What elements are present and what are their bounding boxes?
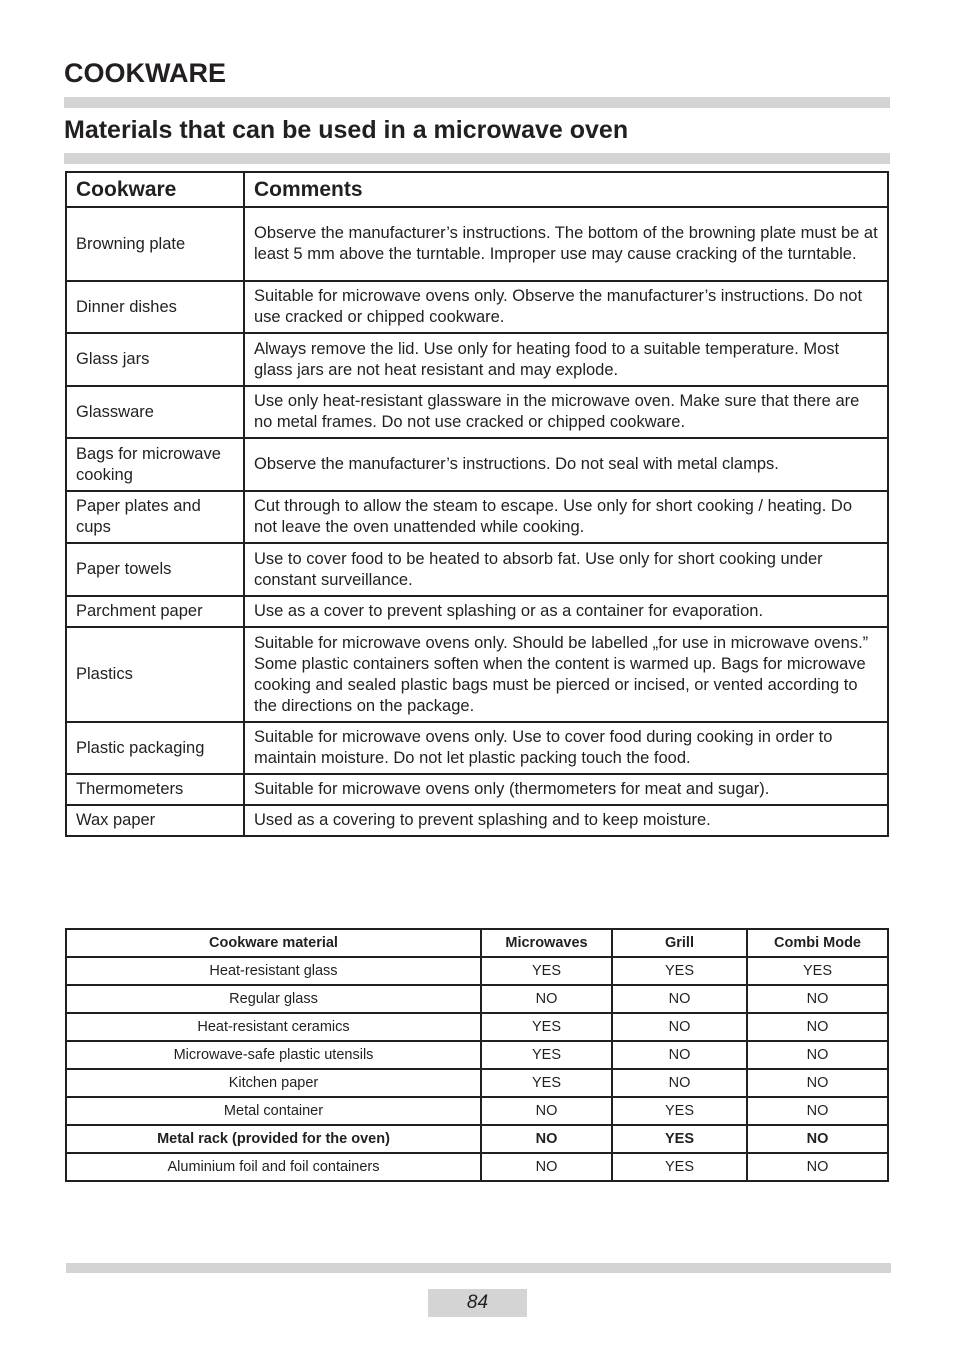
header-cookware: Cookware xyxy=(66,172,244,207)
cookware-comment: Suitable for microwave ovens only (thermometers for meat and sugar). xyxy=(244,774,888,805)
table-row xyxy=(66,543,888,596)
microwaves-value: YES xyxy=(481,1069,612,1097)
cookware-comment: Always remove the lid. Use only for heating food to a suitable temperature. Most glass jars are not heat resistant and may explode. xyxy=(244,333,888,386)
material-compatibility-table xyxy=(65,928,889,1182)
section-divider xyxy=(64,153,890,164)
grill-value: NO xyxy=(612,1041,747,1069)
title-divider xyxy=(64,97,890,108)
combi-mode-value: NO xyxy=(747,1041,888,1069)
cookware-comment: Suitable for microwave ovens only. Observe the manufacturer’s instructions. Do not use cracked or chipped cookware. xyxy=(244,281,888,333)
cookware-comment: Use as a cover to prevent splashing or as a container for evaporation. xyxy=(244,596,888,627)
grill-value: NO xyxy=(612,1069,747,1097)
microwaves-value: YES xyxy=(481,957,612,985)
table-header-row xyxy=(66,172,888,207)
footer-divider xyxy=(66,1263,891,1273)
cookware-comment: Cut through to allow the steam to escape. Use only for short cooking / heating. Do not leave the oven unattended while cooking. xyxy=(244,491,888,543)
table-row xyxy=(66,957,888,985)
microwaves-value: YES xyxy=(481,1013,612,1041)
combi-mode-value: NO xyxy=(747,985,888,1013)
cookware-comment: Suitable for microwave ovens only. Use to cover food during cooking in order to maintain moisture. Do not let plastic packing touch the food. xyxy=(244,722,888,774)
cookware-item: Bags for microwave cooking xyxy=(66,438,244,491)
table-row xyxy=(66,805,888,836)
microwaves-value: NO xyxy=(481,1153,612,1181)
microwaves-value: NO xyxy=(481,1125,612,1153)
cookware-comment: Used as a covering to prevent splashing and to keep moisture. xyxy=(244,805,888,836)
page-number: 84 xyxy=(428,1289,527,1317)
combi-mode-value: YES xyxy=(747,957,888,985)
table-row xyxy=(66,1013,888,1041)
grill-value: YES xyxy=(612,957,747,985)
header-comments: Comments xyxy=(244,172,888,207)
table-row xyxy=(66,627,888,722)
cookware-item: Parchment paper xyxy=(66,596,244,627)
cookware-comment: Use to cover food to be heated to absorb fat. Use only for short cooking under constant surveillance. xyxy=(244,543,888,596)
material-name: Kitchen paper xyxy=(66,1069,481,1097)
header-grill: Grill xyxy=(612,929,747,957)
cookware-item: Dinner dishes xyxy=(66,281,244,333)
table-row xyxy=(66,1097,888,1125)
combi-mode-value: NO xyxy=(747,1069,888,1097)
material-name: Microwave-safe plastic utensils xyxy=(66,1041,481,1069)
table-row xyxy=(66,722,888,774)
table-header-row xyxy=(66,929,888,957)
table-row xyxy=(66,207,888,281)
cookware-item: Thermometers xyxy=(66,774,244,805)
microwaves-value: YES xyxy=(481,1041,612,1069)
grill-value: YES xyxy=(612,1125,747,1153)
table-row xyxy=(66,333,888,386)
cookware-item: Glassware xyxy=(66,386,244,438)
microwaves-value: NO xyxy=(481,985,612,1013)
cookware-item: Wax paper xyxy=(66,805,244,836)
material-name: Heat-resistant ceramics xyxy=(66,1013,481,1041)
cookware-item: Glass jars xyxy=(66,333,244,386)
cookware-item: Plastic packaging xyxy=(66,722,244,774)
header-microwaves: Microwaves xyxy=(481,929,612,957)
cookware-item: Paper plates and cups xyxy=(66,491,244,543)
table-row xyxy=(66,985,888,1013)
grill-value: YES xyxy=(612,1153,747,1181)
table-row xyxy=(66,438,888,491)
combi-mode-value: NO xyxy=(747,1125,888,1153)
table-row xyxy=(66,491,888,543)
grill-value: NO xyxy=(612,1013,747,1041)
microwaves-value: NO xyxy=(481,1097,612,1125)
cookware-comment: Observe the manufacturer’s instructions. The bottom of the browning plate must be at least 5 mm above the turntable. Improper use may cause cracking of the turntable. xyxy=(244,207,888,281)
cookware-comment: Suitable for microwave ovens only. Should be labelled „for use in microwave ovens.” Some plastic containers soften when the content is warmed up. Bags for microwave cooking and sealed plastic bags must be pierced or incised, or vented according to the directions on the package. xyxy=(244,627,888,722)
table-row xyxy=(66,281,888,333)
table-row xyxy=(66,1041,888,1069)
header-combi-mode: Combi Mode xyxy=(747,929,888,957)
cookware-comment: Observe the manufacturer’s instructions. Do not seal with metal clamps. xyxy=(244,438,888,491)
table-row xyxy=(66,596,888,627)
combi-mode-value: NO xyxy=(747,1153,888,1181)
grill-value: YES xyxy=(612,1097,747,1125)
grill-value: NO xyxy=(612,985,747,1013)
table-row xyxy=(66,1125,888,1153)
cookware-item: Paper towels xyxy=(66,543,244,596)
cookware-comment: Use only heat-resistant glassware in the microwave oven. Make sure that there are no metal frames. Do not use cracked or chipped cookware. xyxy=(244,386,888,438)
material-name: Heat-resistant glass xyxy=(66,957,481,985)
combi-mode-value: NO xyxy=(747,1097,888,1125)
page-title: COOKWARE xyxy=(64,58,226,88)
cookware-item: Browning plate xyxy=(66,207,244,281)
table-row xyxy=(66,774,888,805)
material-name: Regular glass xyxy=(66,985,481,1013)
material-name: Metal rack (provided for the oven) xyxy=(66,1125,481,1153)
combi-mode-value: NO xyxy=(747,1013,888,1041)
cookware-comments-table xyxy=(65,171,889,837)
table-row xyxy=(66,1069,888,1097)
material-name: Metal container xyxy=(66,1097,481,1125)
table-row xyxy=(66,1153,888,1181)
section-title: Materials that can be used in a microwave oven xyxy=(64,116,629,144)
header-material: Cookware material xyxy=(66,929,481,957)
material-name: Aluminium foil and foil containers xyxy=(66,1153,481,1181)
cookware-item: Plastics xyxy=(66,627,244,722)
table-row xyxy=(66,386,888,438)
